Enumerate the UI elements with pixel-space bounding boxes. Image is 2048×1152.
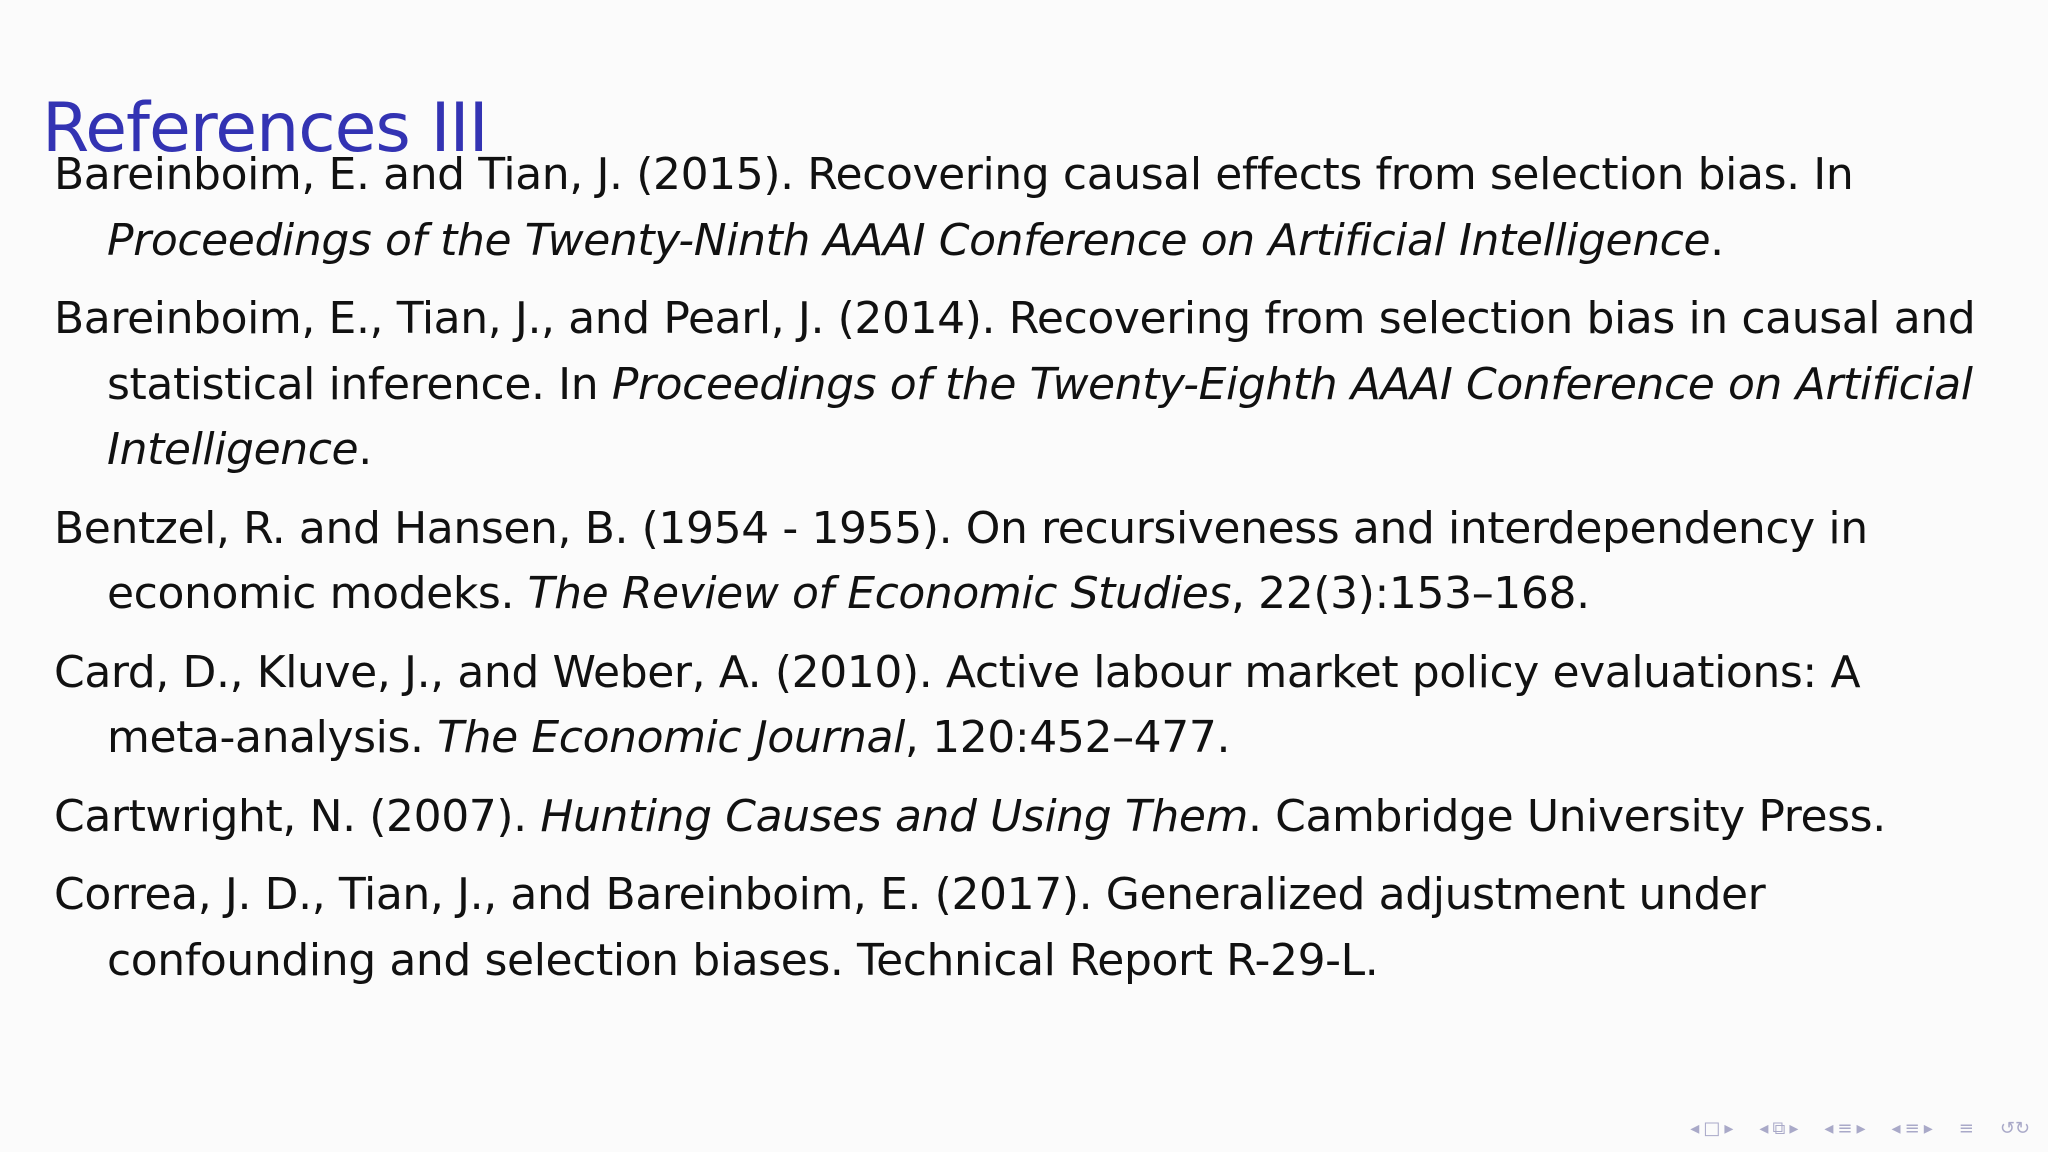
section-nav[interactable] <box>1824 1119 1865 1139</box>
reference-item <box>54 286 1994 483</box>
document-nav[interactable] <box>1892 1119 1933 1139</box>
subsection-icon[interactable]: ⧉ <box>1772 1118 1786 1139</box>
beamer-navigation-bar <box>1672 1116 2030 1142</box>
prev-frame-icon[interactable]: ◂ <box>1690 1118 1700 1139</box>
next-section-icon[interactable]: ▸ <box>1856 1118 1866 1139</box>
reference-venue: Proceedings of the Twenty-Eighth AAAI Conference on Artificial Intelligence <box>107 358 1973 475</box>
reference-text: Card, D., Kluve, J., and Weber, A. (2010). Active labour market policy evaluations: A meta-analysis. <box>54 646 1861 763</box>
reference-item <box>54 784 1994 850</box>
slide-title: References III <box>42 88 488 168</box>
reference-text: Bareinboim, E. and Tian, J. (2015). Recovering causal effects from selection bias. In <box>54 149 1854 200</box>
section-icon[interactable]: ≡ <box>1837 1118 1853 1139</box>
reference-item <box>54 862 1994 993</box>
reference-text: Correa, J. D., Tian, J., and Bareinboim, E. (2017). Generalized adjustment under confounding and selection biases. Technical Report R-29-L. <box>54 869 1766 986</box>
subsection-nav[interactable] <box>1759 1119 1798 1139</box>
reference-item <box>54 142 1994 273</box>
search-nav[interactable] <box>2000 1119 2030 1139</box>
reference-list <box>54 142 1994 1006</box>
reference-tail: . Cambridge University Press. <box>1247 790 1886 842</box>
frame-icon[interactable]: □ <box>1703 1118 1721 1139</box>
prev-subsection-icon[interactable]: ◂ <box>1759 1118 1769 1139</box>
prev-section-icon[interactable]: ◂ <box>1824 1118 1834 1139</box>
reference-text: Bareinboim, E., Tian, J., and Pearl, J. (2014). Recovering from selection bias in causal and statistical inference. In <box>54 293 1976 410</box>
reference-tail: . <box>358 424 372 475</box>
reference-text: Cartwright, N. (2007). <box>54 790 541 842</box>
frame-nav[interactable] <box>1690 1119 1733 1139</box>
reference-tail: , 22(3):153–168. <box>1231 568 1590 619</box>
prev-document-icon[interactable]: ◂ <box>1891 1118 1901 1139</box>
align-icon[interactable]: ≡ <box>1958 1118 1974 1139</box>
reference-tail: . <box>1710 214 1724 266</box>
reference-venue: Proceedings of the Twenty-Ninth AAAI Conference on Artificial Intelligence <box>107 214 1711 266</box>
reference-item <box>54 640 1994 771</box>
align-nav[interactable] <box>1959 1119 1974 1139</box>
reference-venue: The Review of Economic Studies <box>527 568 1231 619</box>
reference-item <box>54 496 1994 627</box>
reference-venue: Hunting Causes and Using Them <box>540 790 1248 842</box>
reference-venue: The Economic Journal <box>437 712 905 763</box>
next-document-icon[interactable]: ▸ <box>1923 1118 1933 1139</box>
reference-tail: , 120:452–477. <box>904 712 1231 763</box>
back-forward-search-icon[interactable]: ↺↻ <box>1999 1118 2030 1139</box>
next-subsection-icon[interactable]: ▸ <box>1789 1118 1799 1139</box>
next-frame-icon[interactable]: ▸ <box>1724 1118 1734 1139</box>
reference-text: Bentzel, R. and Hansen, B. (1954 - 1955). On recursiveness and interdependency in economic modeks. <box>54 502 1868 619</box>
document-icon[interactable]: ≡ <box>1904 1118 1920 1139</box>
